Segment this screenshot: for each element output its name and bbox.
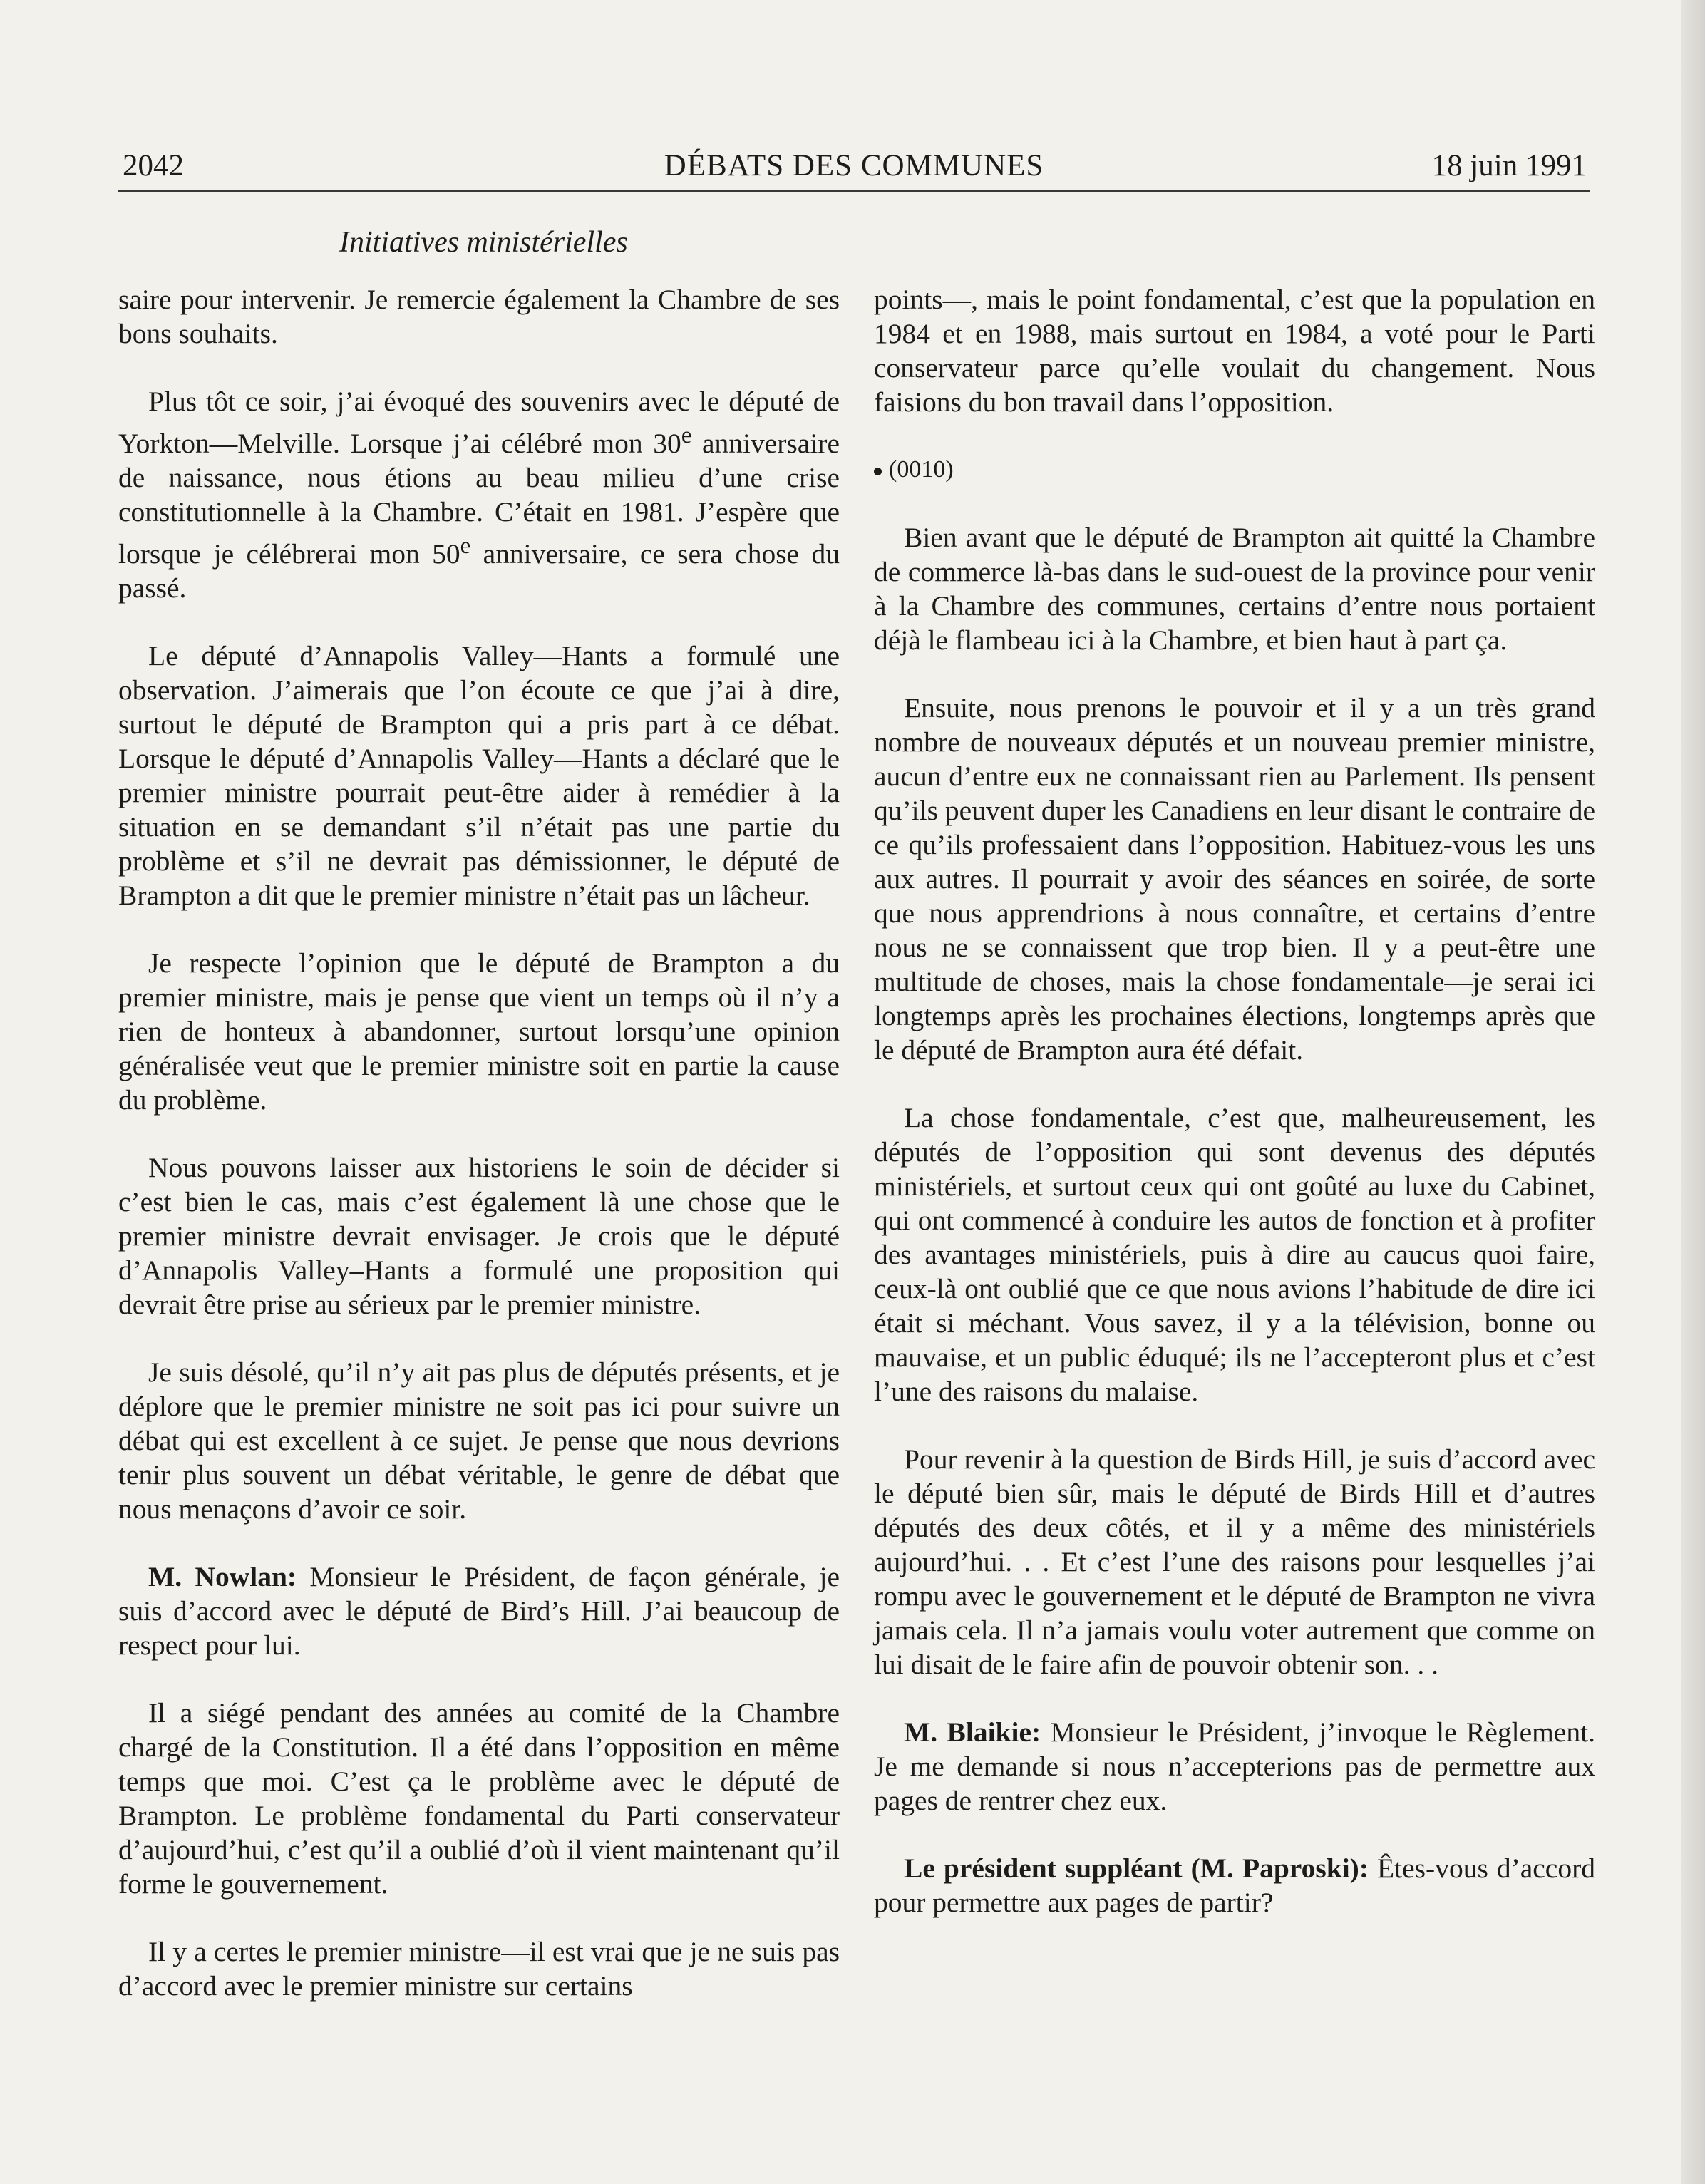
paragraph: Il a siégé pendant des années au comité de la Chambre chargé de la Constitution. Il a été dans l’opposition en même temps que moi. C’est ça le problème avec le député de Brampton. Le problème fondamental du Parti conservateur d’aujourd’hui, c’est qu’il a oublié d’où il vient maintenant qu’il forme le gouvernement. — [118, 1697, 840, 1900]
speaker-name: Le président suppléant (M. Paproski): — [904, 1853, 1369, 1884]
section-title: Initiatives ministérielles — [339, 226, 628, 259]
paragraph: La chose fondamentale, c’est que, malheureusement, les députés de l’opposition qui sont devenus des députés ministériels, et surtout ceux qui ont goûté au luxe du Cabinet, qui ont commencé à conduire les autos de fonction et à profiter des avantages ministériels, puis à dire au caucus quoi faire, ceux-là ont oublié que ce que nous avions l’habitude de dire ici était si méchant. Vous savez, il y a la télévision, bonne ou mauvaise, et un public éduqué; ils ne l’accepteront plus et c’est l’une des raisons du malaise. — [874, 1102, 1595, 1407]
paragraph: Bien avant que le député de Brampton ait quitté la Chambre de commerce là-bas dans le sud-ouest de la province pour venir à la Chambre des communes, certains d’entre nous portaient déjà le flambeau ici à la Chambre, et bien haut à part ça. — [874, 522, 1595, 656]
speaker-name: M. Nowlan: — [148, 1561, 297, 1593]
speaker-paragraph: M. Nowlan: Monsieur le Président, de façon générale, je suis d’accord avec le député de Bird’s Hill. J’ai beaucoup de respect pour lui. — [118, 1561, 840, 1662]
paragraph: Je suis désolé, qu’il n’y ait pas plus de députés présents, et je déplore que le premier ministre ne soit pas ici pour suivre un débat qui est excellent à ce sujet. Je pense que nous devrions tenir plus souvent un débat véritable, le genre de débat que nous menaçons d’avoir ce soir. — [118, 1356, 840, 1525]
paragraph: Nous pouvons laisser aux historiens le soin de décider si c’est bien le cas, mais c’est également là une chose que le premier ministre devrait envisager. Je crois que le député d’Annapolis Valley–Hants a formulé une proposition qui devrait être prise au sérieux par le premier ministre. — [118, 1152, 840, 1321]
paragraph: Plus tôt ce soir, j’ai évoqué des souvenirs avec le député de Yorkton—Melville. Lorsque j’ai célébré mon 30e anniversaire de naissance, nous étions au beau milieu d’une crise constitutionnelle à la Chambre. C’était en 1981. J’espère que lorsque je célébrerai mon 50e anniversaire, ce sera chose du passé. — [118, 386, 840, 604]
bullet-icon — [874, 468, 882, 475]
page-edge — [1681, 0, 1705, 2184]
paragraph: Je respecte l’opinion que le député de Brampton a du premier ministre, mais je pense que vient un temps où il n’y a rien de honteux à abandonner, surtout lorsqu’une opinion généralisée veut que le premier ministre soit en partie la cause du problème. — [118, 947, 840, 1116]
paragraph: points—, mais le point fondamental, c’est que la population en 1984 et en 1988, mais surtout en 1984, a voté pour le Parti conservateur parce qu’elle voulait du changement. Nous faisions du bon travail dans l’opposition. — [874, 284, 1595, 418]
publication-title: DÉBATS DES COMMUNES — [664, 149, 1044, 182]
right-column — [874, 282, 1595, 1953]
paragraph: Ensuite, nous prenons le pouvoir et il y a un très grand nombre de nouveaux députés et un nouveau premier ministre, aucun d’entre eux ne connaissant rien au Parlement. Ils pensent qu’ils peuvent duper les Canadiens en leur disant le contraire de ce qu’ils professaient dans l’opposition. Habituez-vous les uns aux autres. Il pourrait y avoir des séances en soirée, de sorte que nous apprendrions à nous connaître, et certains d’entre nous ne se connaissent que trop bien. Il y a peut-être une multitude de choses, mais la chose fondamentale—je serai ici longtemps après les prochaines élections, longtemps après que le député de Brampton aura été défait. — [874, 692, 1595, 1066]
speaker-paragraph: Le président suppléant (M. Paproski): Êtes-vous d’accord pour permettre aux pages de partir? — [874, 1853, 1595, 1918]
speaker-paragraph: M. Blaikie: Monsieur le Président, j’invoque le Règlement. Je me demande si nous n’accepterions pas de permettre aux pages de rentrer chez eux. — [874, 1716, 1595, 1816]
page-number: 2042 — [123, 149, 184, 182]
page-header — [118, 140, 1590, 192]
paragraph: Il y a certes le premier ministre—il est vrai que je ne suis pas d’accord avec le premier ministre sur certains — [118, 1936, 840, 2002]
page-date: 18 juin 1991 — [1431, 149, 1587, 182]
timestamp: (0010) — [874, 453, 1595, 487]
paragraph: Pour revenir à la question de Birds Hill, je suis d’accord avec le député bien sûr, mais le député de Birds Hill et d’autres députés des deux côtés, et il y a même des ministériels aujourd’hui. . . Et c’est l’une des raisons pour lesquelles j’ai rompu avec le gouvernement et le député de Brampton ne vivra jamais cela. Il n’a jamais voulu voter autrement que comme on lui disait de le faire afin de pouvoir obtenir son. . . — [874, 1443, 1595, 1680]
superscript: e — [460, 533, 471, 560]
left-column — [118, 282, 840, 2036]
superscript: e — [681, 423, 692, 448]
speaker-name: M. Blaikie: — [904, 1716, 1041, 1748]
paragraph: Le député d’Annapolis Valley—Hants a formulé une observation. J’aimerais que l’on écoute ce que j’ai à dire, surtout le député de Brampton qui a pris part à ce débat. Lorsque le député d’Annapolis Valley—Hants a déclaré que le premier ministre pourrait peut-être aider à remédier à la situation en se demandant s’il n’était pas une partie du problème et s’il ne devrait pas démissionner, le député de Brampton a dit que le premier ministre n’était pas un lâcheur. — [118, 640, 840, 912]
paragraph: saire pour intervenir. Je remercie également la Chambre de ses bons souhaits. — [118, 284, 840, 349]
